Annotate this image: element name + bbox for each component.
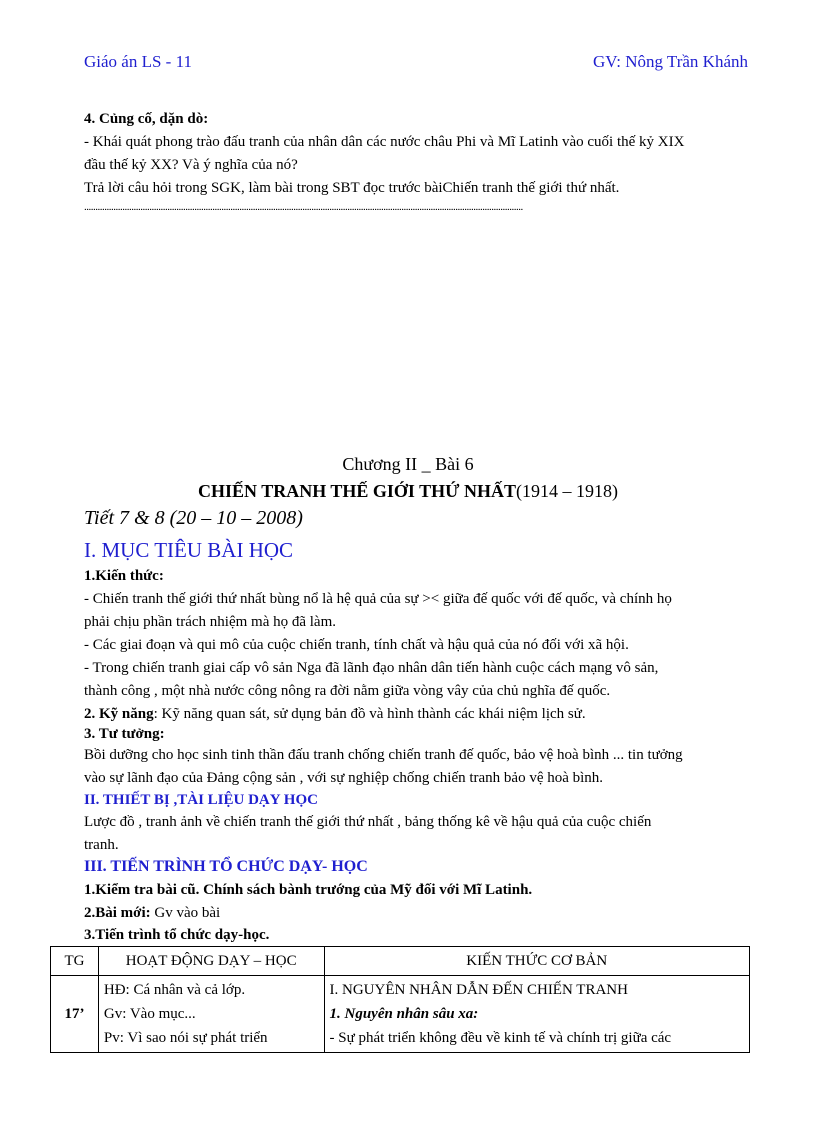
consolidation-line-2: đầu thế kỷ XX? Và ý nghĩa của nó?	[84, 157, 298, 173]
consolidation-heading: 4. Củng cố, dặn dò:	[84, 111, 209, 127]
lesson-title-years: (1914 – 1918)	[515, 481, 618, 501]
knowledge-line-1: - Chiến tranh thế giới thứ nhất bùng nổ là hệ quả của sự >< giữa đế quốc với đế quốc, và chính họ	[84, 591, 672, 607]
header-time: TG	[51, 947, 99, 976]
ideology-line-2: vào sự lãnh đạo của Đảng cộng sản , với sự nghiệp chống chiến tranh bảo vệ hoà bình.	[84, 770, 604, 786]
activity-line: HĐ: Cá nhân và cả lớp.	[103, 982, 246, 998]
header-activity: HOẠT ĐỘNG DẠY – HỌC	[98, 947, 324, 976]
skills-heading: 2. Kỹ năng	[84, 706, 154, 722]
knowledge-cell	[324, 976, 750, 1053]
knowledge-line-4: - Trong chiến tranh giai cấp vô sản Nga đã lãnh đạo nhân dân tiến hành cuộc cách mạng vô sản,	[84, 660, 659, 676]
header-left: Giáo án LS - 11	[84, 52, 192, 71]
time-value: 17’	[64, 1006, 85, 1022]
step-2	[84, 903, 220, 923]
knowledge-line-3: - Các giai đoạn và qui mô của cuộc chiến tranh, tính chất và hậu quả của nó đối với xã hội.	[84, 637, 629, 653]
knowledge-title: I. NGUYÊN NHÂN DẪN ĐẾN CHIẾN TRANH	[329, 982, 628, 998]
section-objectives: I. MỤC TIÊU BÀI HỌC	[84, 538, 294, 562]
activity-cell	[98, 976, 324, 1053]
step-1: 1.Kiểm tra bài cũ. Chính sách bành trướng của Mỹ đối với Mĩ Latinh.	[84, 882, 533, 898]
ideology-line-1: Bồi dưỡng cho học sinh tinh thần đấu tranh chống chiến tranh đế quốc, bảo vệ hoà bình ... tin tưởng	[84, 747, 683, 763]
time-cell	[51, 976, 99, 1053]
equipment-line-2: tranh.	[84, 837, 119, 853]
step-2-heading: 2.Bài mới:	[84, 905, 151, 921]
skills-line	[84, 704, 586, 724]
activity-line: Pv: Vì sao nói sự phát triển	[103, 1030, 268, 1046]
knowledge-subtitle: 1. Nguyên nhân sâu xa:	[329, 1006, 479, 1022]
skills-text: : Kỹ năng quan sát, sử dụng bản đồ và hình thành các khái niệm lịch sử.	[153, 706, 586, 722]
knowledge-line-2: phải chịu phần trách nhiệm mà họ đã làm.	[84, 614, 337, 630]
dotted-separator: ...................................................................................................................................................................................................	[84, 201, 523, 213]
table-header-row	[51, 947, 750, 976]
knowledge-heading: 1.Kiến thức:	[84, 568, 164, 584]
chapter-title: Chương II _ Bài 6	[342, 454, 474, 474]
lesson-title-main: CHIẾN TRANH THẾ GIỚI THỨ NHẤT	[198, 481, 516, 501]
ideology-heading: 3. Tư tưởng:	[84, 726, 165, 742]
step-2-text: Gv vào bài	[150, 905, 221, 921]
lesson-table	[50, 946, 750, 1053]
section-equipment: II. THIẾT BỊ ,TÀI LIỆU DẠY HỌC	[84, 792, 318, 808]
header-knowledge: KIẾN THỨC CƠ BẢN	[324, 947, 750, 976]
consolidation-line-3: Trả lời câu hỏi trong SGK, làm bài trong SBT đọc trước bàiChiến tranh thế giới thứ nhất.	[84, 180, 620, 196]
lesson-title	[0, 481, 816, 502]
knowledge-text: - Sự phát triển không đều về kinh tế và chính trị giữa các	[329, 1030, 672, 1046]
step-3: 3.Tiến trình tổ chức dạy-học.	[84, 927, 270, 943]
table-row	[51, 976, 750, 1053]
section-process: III. TIẾN TRÌNH TỔ CHỨC DẠY- HỌC	[84, 858, 368, 875]
activity-line: Gv: Vào mục...	[103, 1006, 196, 1022]
consolidation-line-1: - Khái quát phong trào đấu tranh của nhân dân các nước châu Phi và Mĩ Latinh vào cuối thế kỷ XIX	[84, 134, 685, 150]
lesson-period: Tiết 7 & 8 (20 – 10 – 2008)	[84, 507, 303, 529]
knowledge-line-5: thành công , một nhà nước công nông ra đời nằm giữa vòng vây của chủ nghĩa đế quốc.	[84, 683, 611, 699]
header-right: GV: Nông Trần Khánh	[592, 52, 748, 71]
equipment-line-1: Lược đồ , tranh ảnh về chiến tranh thế giới thứ nhất , bảng thống kê về hậu quả của cuộc chiến	[84, 814, 652, 830]
